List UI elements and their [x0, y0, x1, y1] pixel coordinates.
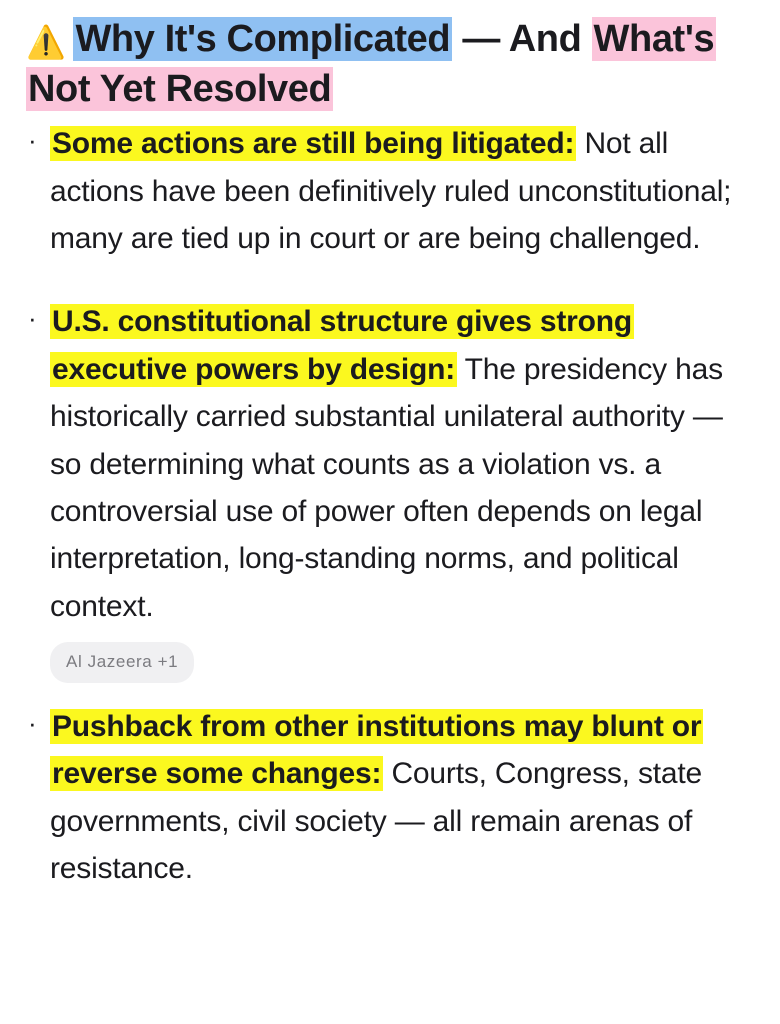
title-highlight-pink: What's Not Yet Resolved: [28, 18, 715, 111]
title-plain-segment: — And: [452, 18, 592, 60]
list-item-lead: Some actions are still being litigated:: [52, 127, 575, 161]
title-highlight-blue: Why It's Complicated: [75, 18, 451, 60]
page-title: [26, 14, 754, 114]
bullet-marker: ·: [28, 125, 37, 156]
list-item-body: Not all actions have been definitively ruled unconstitutional; many are tied up in court or are being challenged.: [50, 127, 732, 256]
list-item-body: The presidency has historically carried substantial unilateral authority — so determining what counts as a violation vs. a controversial use of power often depends on legal interpretation, long-standing norms, and political context.: [50, 352, 723, 623]
bullet-marker: ·: [28, 708, 37, 739]
warning-icon: ⚠️: [26, 24, 66, 60]
bullet-list: [26, 120, 754, 892]
list-item-body: Courts, Congress, state governments, civil society — all remain arenas of resistance.: [50, 757, 702, 886]
bullet-marker: ·: [28, 303, 37, 334]
list-item: [26, 298, 754, 683]
list-item: [26, 703, 754, 893]
list-item-lead: U.S. constitutional structure gives strong executive powers by design:: [52, 305, 633, 386]
list-item: [26, 120, 754, 262]
source-citation-chip[interactable]: Al Jazeera +1: [50, 642, 194, 683]
list-item-lead: Pushback from other institutions may blunt or reverse some changes:: [52, 710, 702, 791]
